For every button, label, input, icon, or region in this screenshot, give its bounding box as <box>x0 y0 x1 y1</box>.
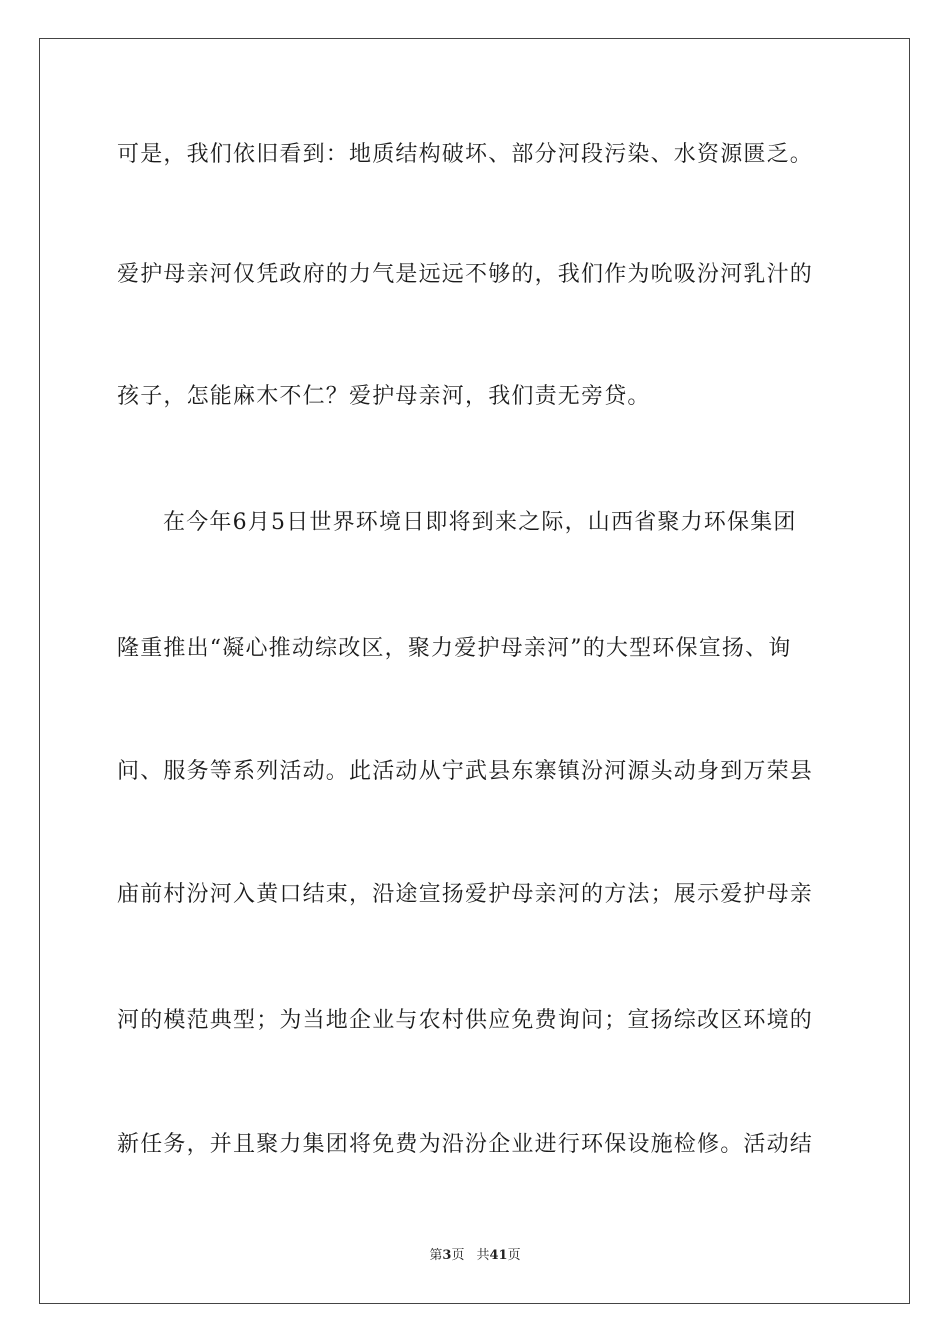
total-label-suffix: 页 <box>507 1248 521 1263</box>
total-page-count: 41 <box>489 1248 508 1263</box>
total-label-prefix: 共 <box>476 1248 490 1263</box>
paragraph-line: 问、服务等系列活动。此活动从宁武县东寨镇汾河源头动身到万荣县 <box>117 759 814 784</box>
page-footer <box>0 1248 950 1264</box>
page-label-suffix: 页 <box>451 1248 465 1263</box>
paragraph-line: 可是，我们依旧看到：地质结构破坏、部分河段污染、水资源匮乏。 <box>117 142 814 167</box>
paragraph-line: 爱护母亲河仅凭政府的力气是远远不够的，我们作为吮吸汾河乳汁的 <box>117 262 814 287</box>
paragraph-line: 新任务，并且聚力集团将免费为沿汾企业进行环保设施检修。活动结 <box>117 1132 814 1157</box>
current-page-number: 3 <box>442 1248 452 1263</box>
paragraph-line: 在今年6月5日世界环境日即将到来之际，山西省聚力环保集团 <box>163 510 797 535</box>
page-border <box>39 38 910 1304</box>
paragraph-line: 孩子，怎能麻木不仁？爱护母亲河，我们责无旁贷。 <box>117 384 651 409</box>
paragraph-line: 河的模范典型；为当地企业与农村供应免费询问；宣扬综改区环境的 <box>117 1008 814 1033</box>
paragraph-line: 庙前村汾河入黄口结束，沿途宣扬爱护母亲河的方法；展示爱护母亲 <box>117 882 814 907</box>
page-label-prefix: 第 <box>429 1248 443 1263</box>
paragraph-line: 隆重推出“凝心推动综改区，聚力爱护母亲河”的大型环保宣扬、询 <box>117 636 792 661</box>
